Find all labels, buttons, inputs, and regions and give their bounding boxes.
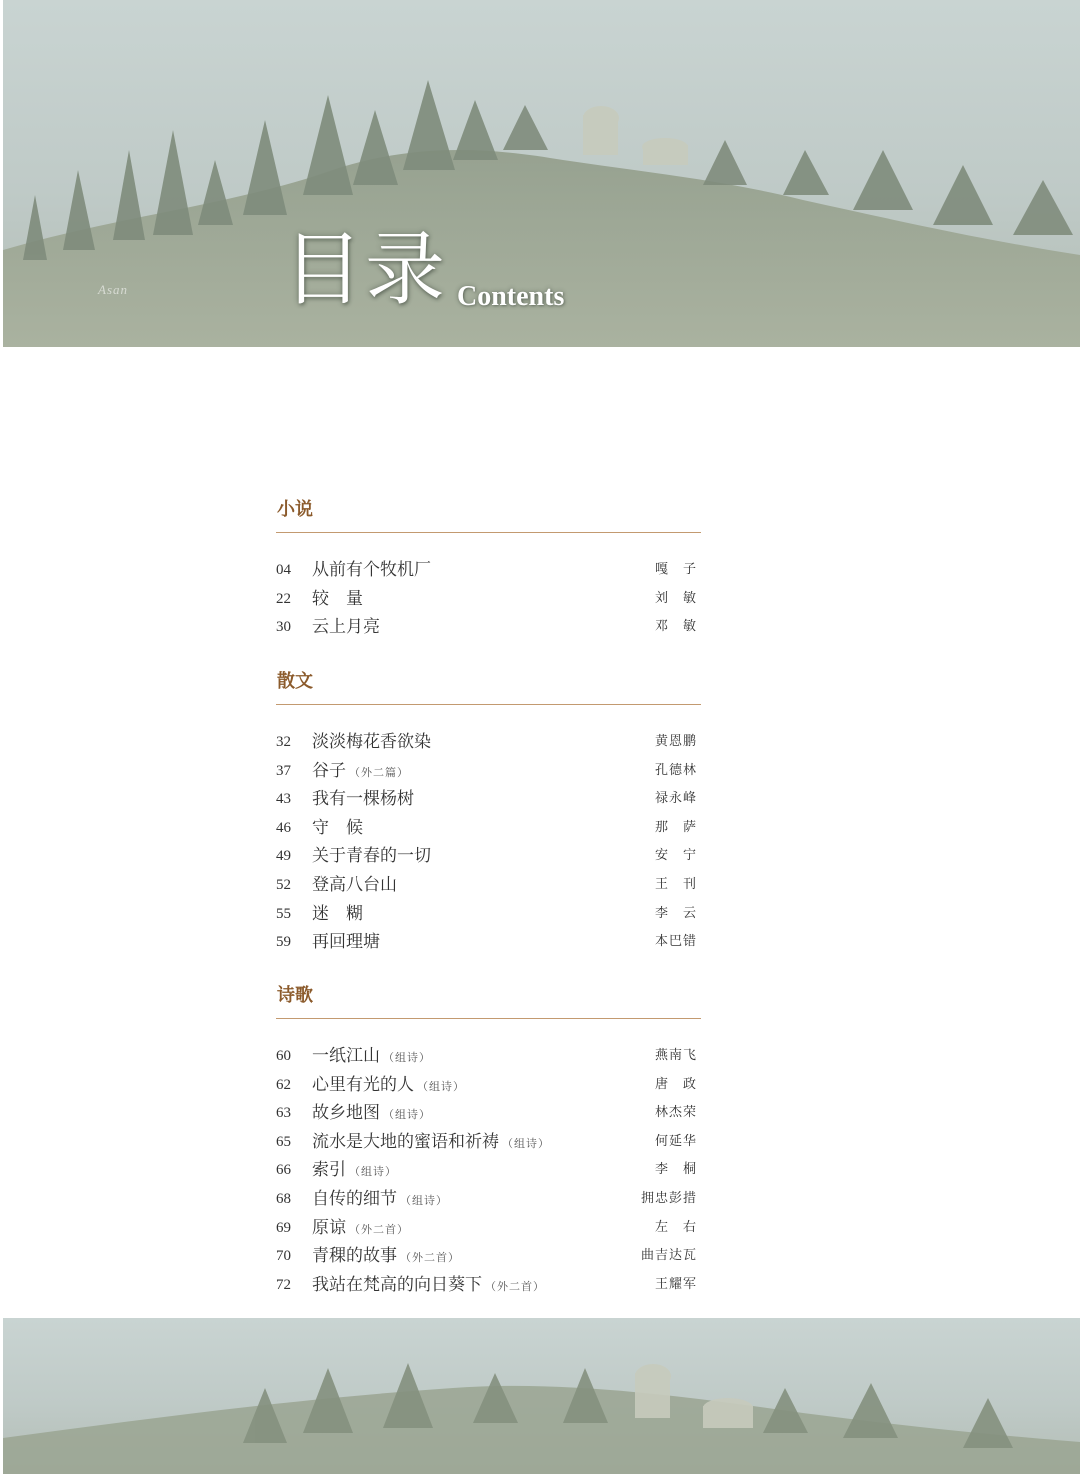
- entry-author: 林杰荣: [654, 1105, 697, 1121]
- entry-title-text: 原谅: [312, 1217, 346, 1238]
- page-number: 37: [276, 762, 291, 779]
- entry-title-text: 云上月亮: [312, 617, 380, 638]
- photo-watermark: Asan: [98, 282, 128, 297]
- toc-entry: [276, 728, 701, 757]
- entry-title-text: 淡淡梅花香欲染: [312, 732, 431, 752]
- page-number: 60: [276, 1048, 291, 1064]
- entry-note: （外二篇）: [349, 765, 409, 779]
- entry-title-text: 一纸江山: [312, 1046, 380, 1066]
- toc-entry: [276, 1214, 701, 1243]
- entry-list: [276, 556, 701, 642]
- entry-title-text: 青稞的故事: [312, 1246, 397, 1267]
- section-poetry: [276, 981, 701, 1299]
- entry-title-text: 故乡地图: [312, 1103, 380, 1124]
- entry-author: 左 右: [654, 1219, 697, 1235]
- entry-author: 曲吉达瓦: [640, 1248, 697, 1264]
- toc-entry: [276, 757, 701, 786]
- entry-author: 王 刊: [654, 876, 697, 892]
- entry-note: （组诗）: [383, 1051, 431, 1064]
- entry-title-text: 自传的细节: [312, 1188, 397, 1209]
- entry-author: 李 云: [654, 905, 697, 921]
- entry-title: [312, 1042, 431, 1073]
- page-number: 68: [276, 1190, 291, 1207]
- page-number: 52: [276, 876, 291, 893]
- entry-list: [276, 728, 701, 957]
- section-fiction: [276, 495, 701, 642]
- entry-title-text: 从前有个牧机厂: [312, 560, 431, 580]
- entry-title-text: 较 量: [312, 588, 363, 609]
- entry-author: 嘎 子: [654, 562, 697, 577]
- entry-author: 邓 敏: [654, 619, 697, 635]
- entry-title-text: 谷子: [312, 760, 346, 781]
- entry-author: 李 桐: [654, 1162, 697, 1178]
- page-number: 59: [276, 934, 291, 951]
- entry-author: 燕南飞: [654, 1048, 697, 1063]
- page-number: 43: [276, 791, 291, 808]
- entry-title-text: 登高八台山: [312, 874, 397, 895]
- entry-title: [312, 728, 431, 757]
- toc-entry: [276, 900, 701, 929]
- page-number: 65: [276, 1133, 291, 1150]
- toc-entry: [276, 613, 701, 642]
- entry-author: 唐 政: [654, 1076, 697, 1092]
- entry-title: [312, 842, 431, 871]
- section-divider: [276, 1018, 701, 1019]
- page-number: 30: [276, 619, 291, 636]
- entry-title-text: 我有一棵杨树: [312, 789, 414, 810]
- toc-entry: [276, 1271, 701, 1300]
- section-prose: [276, 667, 701, 957]
- toc-entry: [276, 1185, 701, 1214]
- entry-title: [312, 1214, 409, 1245]
- section-heading: 小说: [277, 499, 313, 520]
- page-number: 69: [276, 1219, 291, 1236]
- entry-author: 孔德林: [654, 762, 697, 778]
- entry-author: 黄恩鹏: [654, 734, 697, 749]
- entry-title: [312, 1185, 448, 1216]
- page-number: 32: [276, 734, 291, 750]
- page-number: 63: [276, 1105, 291, 1122]
- toc-entry: [276, 814, 701, 843]
- entry-author: 安 宁: [654, 848, 697, 864]
- entry-title: [312, 585, 363, 614]
- entry-author: 本巴错: [654, 934, 697, 950]
- page-number: 04: [276, 562, 291, 578]
- toc-entry: [276, 556, 701, 585]
- page-number: 55: [276, 905, 291, 922]
- entry-author: 王耀军: [654, 1276, 697, 1292]
- entry-author: 何延华: [654, 1133, 697, 1149]
- entry-author: 禄永峰: [654, 791, 697, 807]
- section-heading: 散文: [277, 671, 313, 692]
- entry-author: 拥忠彭措: [640, 1190, 697, 1206]
- toc-entry: [276, 1128, 701, 1157]
- entry-title: [312, 900, 363, 929]
- entry-title: [312, 1128, 550, 1159]
- page-number: 66: [276, 1162, 291, 1179]
- hill-landscape-image: [3, 1318, 1080, 1474]
- entry-title: [312, 928, 380, 957]
- entry-title: [312, 871, 397, 900]
- entry-title-text: 迷 糊: [312, 903, 363, 924]
- page-number: 46: [276, 819, 291, 836]
- entry-title: [312, 1071, 465, 1102]
- entry-note: （组诗）: [349, 1165, 397, 1179]
- toc-entry: [276, 928, 701, 957]
- toc-entry: [276, 1156, 701, 1185]
- entry-title: [312, 556, 431, 585]
- entry-title: [312, 1156, 397, 1187]
- toc-entry: [276, 842, 701, 871]
- page-number: 22: [276, 590, 291, 607]
- entry-note: （外二首）: [400, 1251, 460, 1265]
- header-banner: [3, 0, 1080, 347]
- entry-title: [312, 757, 409, 788]
- entry-title-text: 流水是大地的蜜语和祈祷: [312, 1131, 499, 1152]
- entry-title-text: 心里有光的人: [312, 1074, 414, 1095]
- entry-title-text: 索引: [312, 1160, 346, 1181]
- entry-title-text: 我站在梵高的向日葵下: [312, 1274, 482, 1295]
- section-divider: [276, 532, 701, 533]
- entry-author: 刘 敏: [654, 590, 697, 606]
- toc-entry: [276, 1099, 701, 1128]
- entry-title-text: 关于青春的一切: [312, 846, 431, 867]
- entry-title: [312, 814, 363, 843]
- entry-note: （外二首）: [349, 1222, 409, 1236]
- page-number: 49: [276, 848, 291, 865]
- toc-entry: [276, 785, 701, 814]
- entry-list: [276, 1042, 701, 1299]
- toc-entry: [276, 585, 701, 614]
- entry-note: （组诗）: [400, 1193, 448, 1207]
- page-number: 62: [276, 1076, 291, 1093]
- page-title: 目录: [283, 223, 447, 316]
- page-number: 70: [276, 1248, 291, 1265]
- page-subtitle: Contents: [457, 281, 565, 312]
- entry-note: （组诗）: [502, 1136, 550, 1150]
- section-divider: [276, 704, 701, 705]
- entry-title: [312, 1271, 545, 1302]
- toc-entry: [276, 871, 701, 900]
- entry-note: （组诗）: [383, 1108, 431, 1122]
- entry-note: （外二首）: [485, 1279, 545, 1293]
- footer-banner: [3, 1318, 1080, 1474]
- entry-title: [312, 1242, 460, 1273]
- toc-entry: [276, 1242, 701, 1271]
- entry-title: [312, 1099, 431, 1130]
- entry-title-text: 守 候: [312, 817, 363, 838]
- section-heading: 诗歌: [277, 985, 313, 1006]
- entry-note: （组诗）: [417, 1079, 465, 1093]
- entry-title-text: 再回理塘: [312, 932, 380, 953]
- entry-title: [312, 613, 380, 642]
- toc-entry: [276, 1071, 701, 1100]
- entry-title: [312, 785, 414, 814]
- toc-entry: [276, 1042, 701, 1071]
- page-number: 72: [276, 1276, 291, 1293]
- entry-author: 那 萨: [654, 819, 697, 835]
